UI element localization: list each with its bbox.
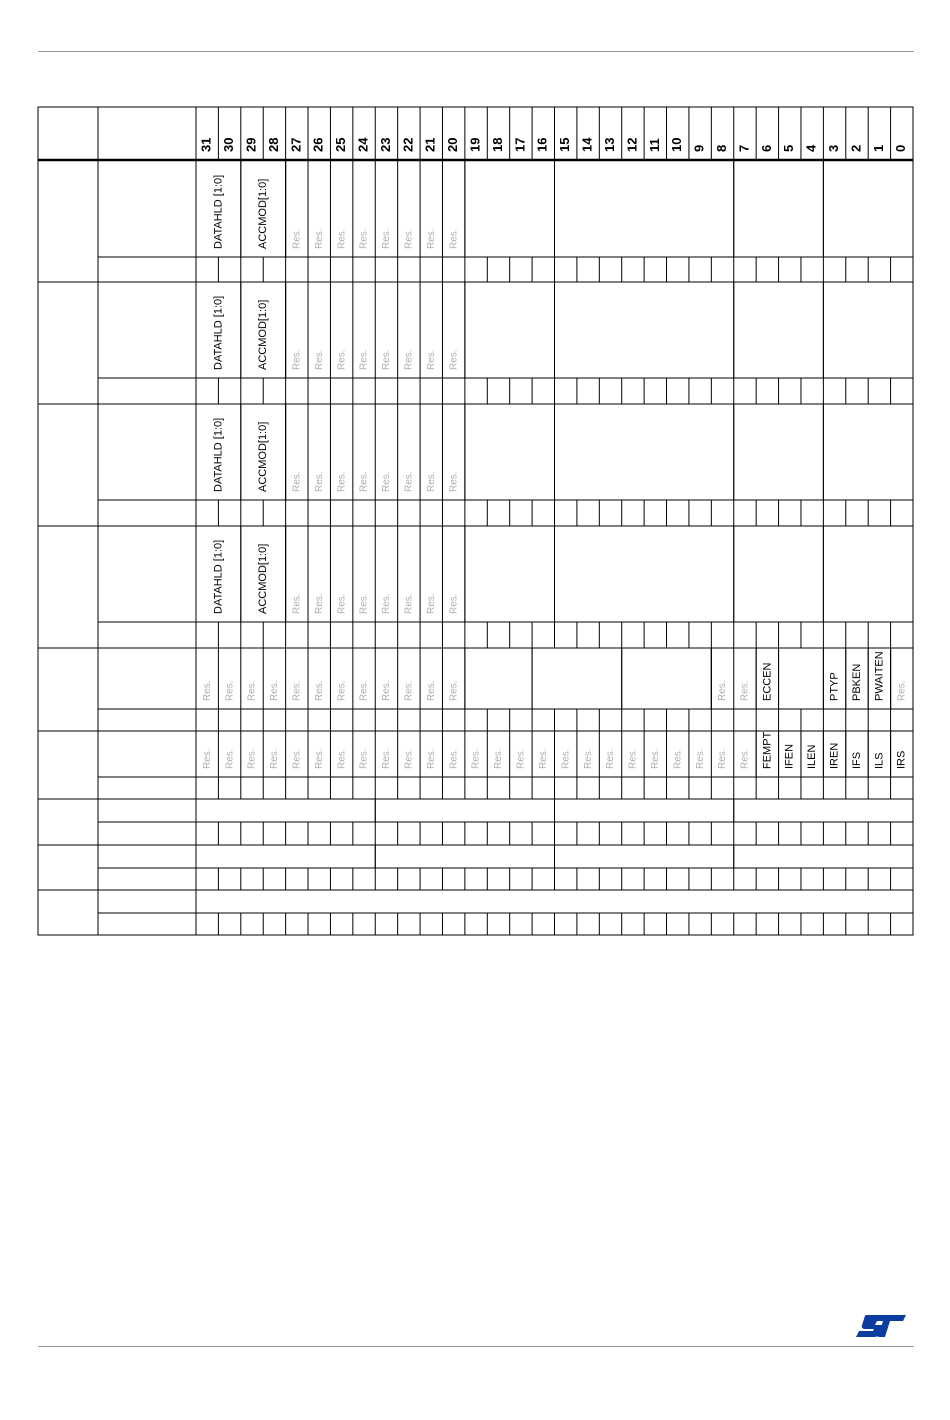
reserved-bit-22: Res.: [403, 680, 415, 701]
st-logo-icon: [854, 1311, 910, 1341]
reserved-bit-26: Res.: [313, 349, 325, 370]
reserved-bit-31: Res.: [201, 748, 213, 769]
reserved-bit-22: Res.: [403, 471, 415, 492]
reserved-bit-12: Res.: [627, 748, 639, 769]
field-label: FEMPT: [761, 731, 774, 769]
reserved-bit-20: Res.: [448, 680, 460, 701]
bit-number-13: 13: [601, 137, 617, 152]
reserved-bit-24: Res.: [358, 349, 370, 370]
reserved-bit-20: Res.: [448, 349, 460, 370]
field-label: PBKEN: [850, 663, 863, 701]
reserved-bit-21: Res.: [425, 349, 437, 370]
bit-number-14: 14: [579, 137, 595, 152]
reserved-bit-21: Res.: [425, 228, 437, 249]
reserved-bit-30: Res.: [224, 748, 236, 769]
bit-number-31: 31: [198, 137, 214, 152]
field-label: ECCEN: [761, 662, 774, 701]
reserved-bit-21: Res.: [425, 680, 437, 701]
reserved-bit-26: Res.: [313, 593, 325, 614]
reserved-bit-23: Res.: [381, 471, 393, 492]
reserved-bit-25: Res.: [336, 680, 348, 701]
reserved-bit-25: Res.: [336, 748, 348, 769]
reserved-bit-26: Res.: [313, 228, 325, 249]
reserved-bit-21: Res.: [425, 471, 437, 492]
bit-number-21: 21: [422, 137, 438, 152]
bit-number-26: 26: [310, 137, 326, 152]
reserved-bit-23: Res.: [381, 680, 393, 701]
reserved-bit-18: Res.: [493, 748, 505, 769]
reserved-bit-13: Res.: [605, 748, 617, 769]
field-label: ACCMOD[1:0]: [257, 421, 270, 492]
reserved-bit-29: Res.: [246, 680, 258, 701]
reserved-bit-26: Res.: [313, 748, 325, 769]
reserved-bit-10: Res.: [672, 748, 684, 769]
bit-number-29: 29: [243, 137, 259, 152]
reserved-bit-9: Res.: [694, 748, 706, 769]
reserved-bit-20: Res.: [448, 593, 460, 614]
bit-number-12: 12: [624, 137, 640, 152]
reserved-bit-19: Res.: [470, 748, 482, 769]
reserved-bit-26: Res.: [313, 471, 325, 492]
reserved-bit-21: Res.: [425, 593, 437, 614]
reserved-bit-20: Res.: [448, 228, 460, 249]
field-label: ACCMOD[1:0]: [257, 543, 270, 614]
reserved-bit-7: Res.: [739, 748, 751, 769]
bit-number-11: 11: [646, 138, 662, 152]
field-label: ACCMOD[1:0]: [257, 178, 270, 249]
reserved-bit-24: Res.: [358, 228, 370, 249]
reserved-bit-30: Res.: [224, 680, 236, 701]
bit-number-20: 20: [445, 137, 461, 152]
bit-number-7: 7: [736, 144, 752, 152]
bit-number-18: 18: [489, 137, 505, 152]
reserved-bit-26: Res.: [313, 680, 325, 701]
bit-number-2: 2: [848, 144, 864, 152]
reserved-bit-27: Res.: [291, 680, 303, 701]
field-label: IFS: [850, 751, 863, 769]
bit-number-25: 25: [333, 137, 349, 152]
reserved-bit-0: Res.: [896, 680, 908, 701]
bit-number-15: 15: [557, 137, 573, 152]
reserved-bit-22: Res.: [403, 748, 415, 769]
reserved-bit-22: Res.: [403, 228, 415, 249]
field-label: ACCMOD[1:0]: [257, 299, 270, 370]
bit-number-27: 27: [288, 137, 304, 152]
bit-number-28: 28: [265, 137, 281, 152]
bit-number-9: 9: [691, 144, 707, 152]
reserved-bit-24: Res.: [358, 748, 370, 769]
reserved-bit-25: Res.: [336, 228, 348, 249]
reserved-bit-8: Res.: [717, 748, 729, 769]
field-label: IFEN: [783, 743, 796, 769]
bit-number-24: 24: [355, 137, 371, 152]
reserved-bit-14: Res.: [582, 748, 594, 769]
reserved-bit-29: Res.: [246, 748, 258, 769]
field-label: ILEN: [806, 744, 819, 769]
bit-number-30: 30: [221, 137, 237, 152]
reserved-bit-27: Res.: [291, 593, 303, 614]
field-label: DATAHLD [1:0]: [212, 539, 225, 614]
bit-number-22: 22: [400, 137, 416, 152]
reserved-bit-25: Res.: [336, 471, 348, 492]
field-label: IREN: [828, 742, 841, 769]
reserved-bit-11: Res.: [649, 748, 661, 769]
field-label: DATAHLD [1:0]: [212, 295, 225, 370]
reserved-bit-24: Res.: [358, 471, 370, 492]
bit-number-16: 16: [534, 137, 550, 152]
bit-number-4: 4: [803, 144, 819, 152]
field-label: ILS: [873, 752, 886, 769]
bit-number-23: 23: [377, 137, 393, 152]
reserved-bit-23: Res.: [381, 593, 393, 614]
bit-number-3: 3: [826, 144, 842, 152]
reserved-bit-31: Res.: [201, 680, 213, 701]
reserved-bit-27: Res.: [291, 748, 303, 769]
reserved-bit-17: Res.: [515, 748, 527, 769]
reserved-bit-23: Res.: [381, 228, 393, 249]
bit-number-17: 17: [512, 137, 528, 152]
reserved-bit-22: Res.: [403, 349, 415, 370]
bit-number-5: 5: [781, 144, 797, 152]
bit-number-19: 19: [467, 137, 483, 152]
field-label: DATAHLD [1:0]: [212, 174, 225, 249]
reserved-bit-22: Res.: [403, 593, 415, 614]
reserved-bit-23: Res.: [381, 748, 393, 769]
reserved-bit-28: Res.: [269, 680, 281, 701]
reserved-bit-27: Res.: [291, 349, 303, 370]
reserved-bit-28: Res.: [269, 748, 281, 769]
field-label: DATAHLD [1:0]: [212, 417, 225, 492]
reserved-bit-20: Res.: [448, 471, 460, 492]
field-label: PWAITEN: [873, 651, 886, 701]
reserved-bit-8: Res.: [717, 680, 729, 701]
footer-rule: [38, 1346, 914, 1347]
reserved-bit-21: Res.: [425, 748, 437, 769]
field-label: IRS: [895, 750, 908, 769]
reserved-bit-27: Res.: [291, 471, 303, 492]
bit-number-6: 6: [758, 144, 774, 152]
reserved-bit-24: Res.: [358, 593, 370, 614]
field-label: PTYP: [828, 672, 841, 701]
bit-number-0: 0: [893, 144, 909, 152]
reserved-bit-15: Res.: [560, 748, 572, 769]
reserved-bit-27: Res.: [291, 228, 303, 249]
reserved-bit-7: Res.: [739, 680, 751, 701]
reserved-bit-23: Res.: [381, 349, 393, 370]
reserved-bit-20: Res.: [448, 748, 460, 769]
bit-number-10: 10: [669, 137, 685, 152]
table-frame: [38, 107, 913, 935]
reserved-bit-25: Res.: [336, 593, 348, 614]
reserved-bit-24: Res.: [358, 680, 370, 701]
bit-number-1: 1: [870, 144, 886, 152]
bit-number-8: 8: [713, 144, 729, 152]
reserved-bit-25: Res.: [336, 349, 348, 370]
reserved-bit-16: Res.: [537, 748, 549, 769]
